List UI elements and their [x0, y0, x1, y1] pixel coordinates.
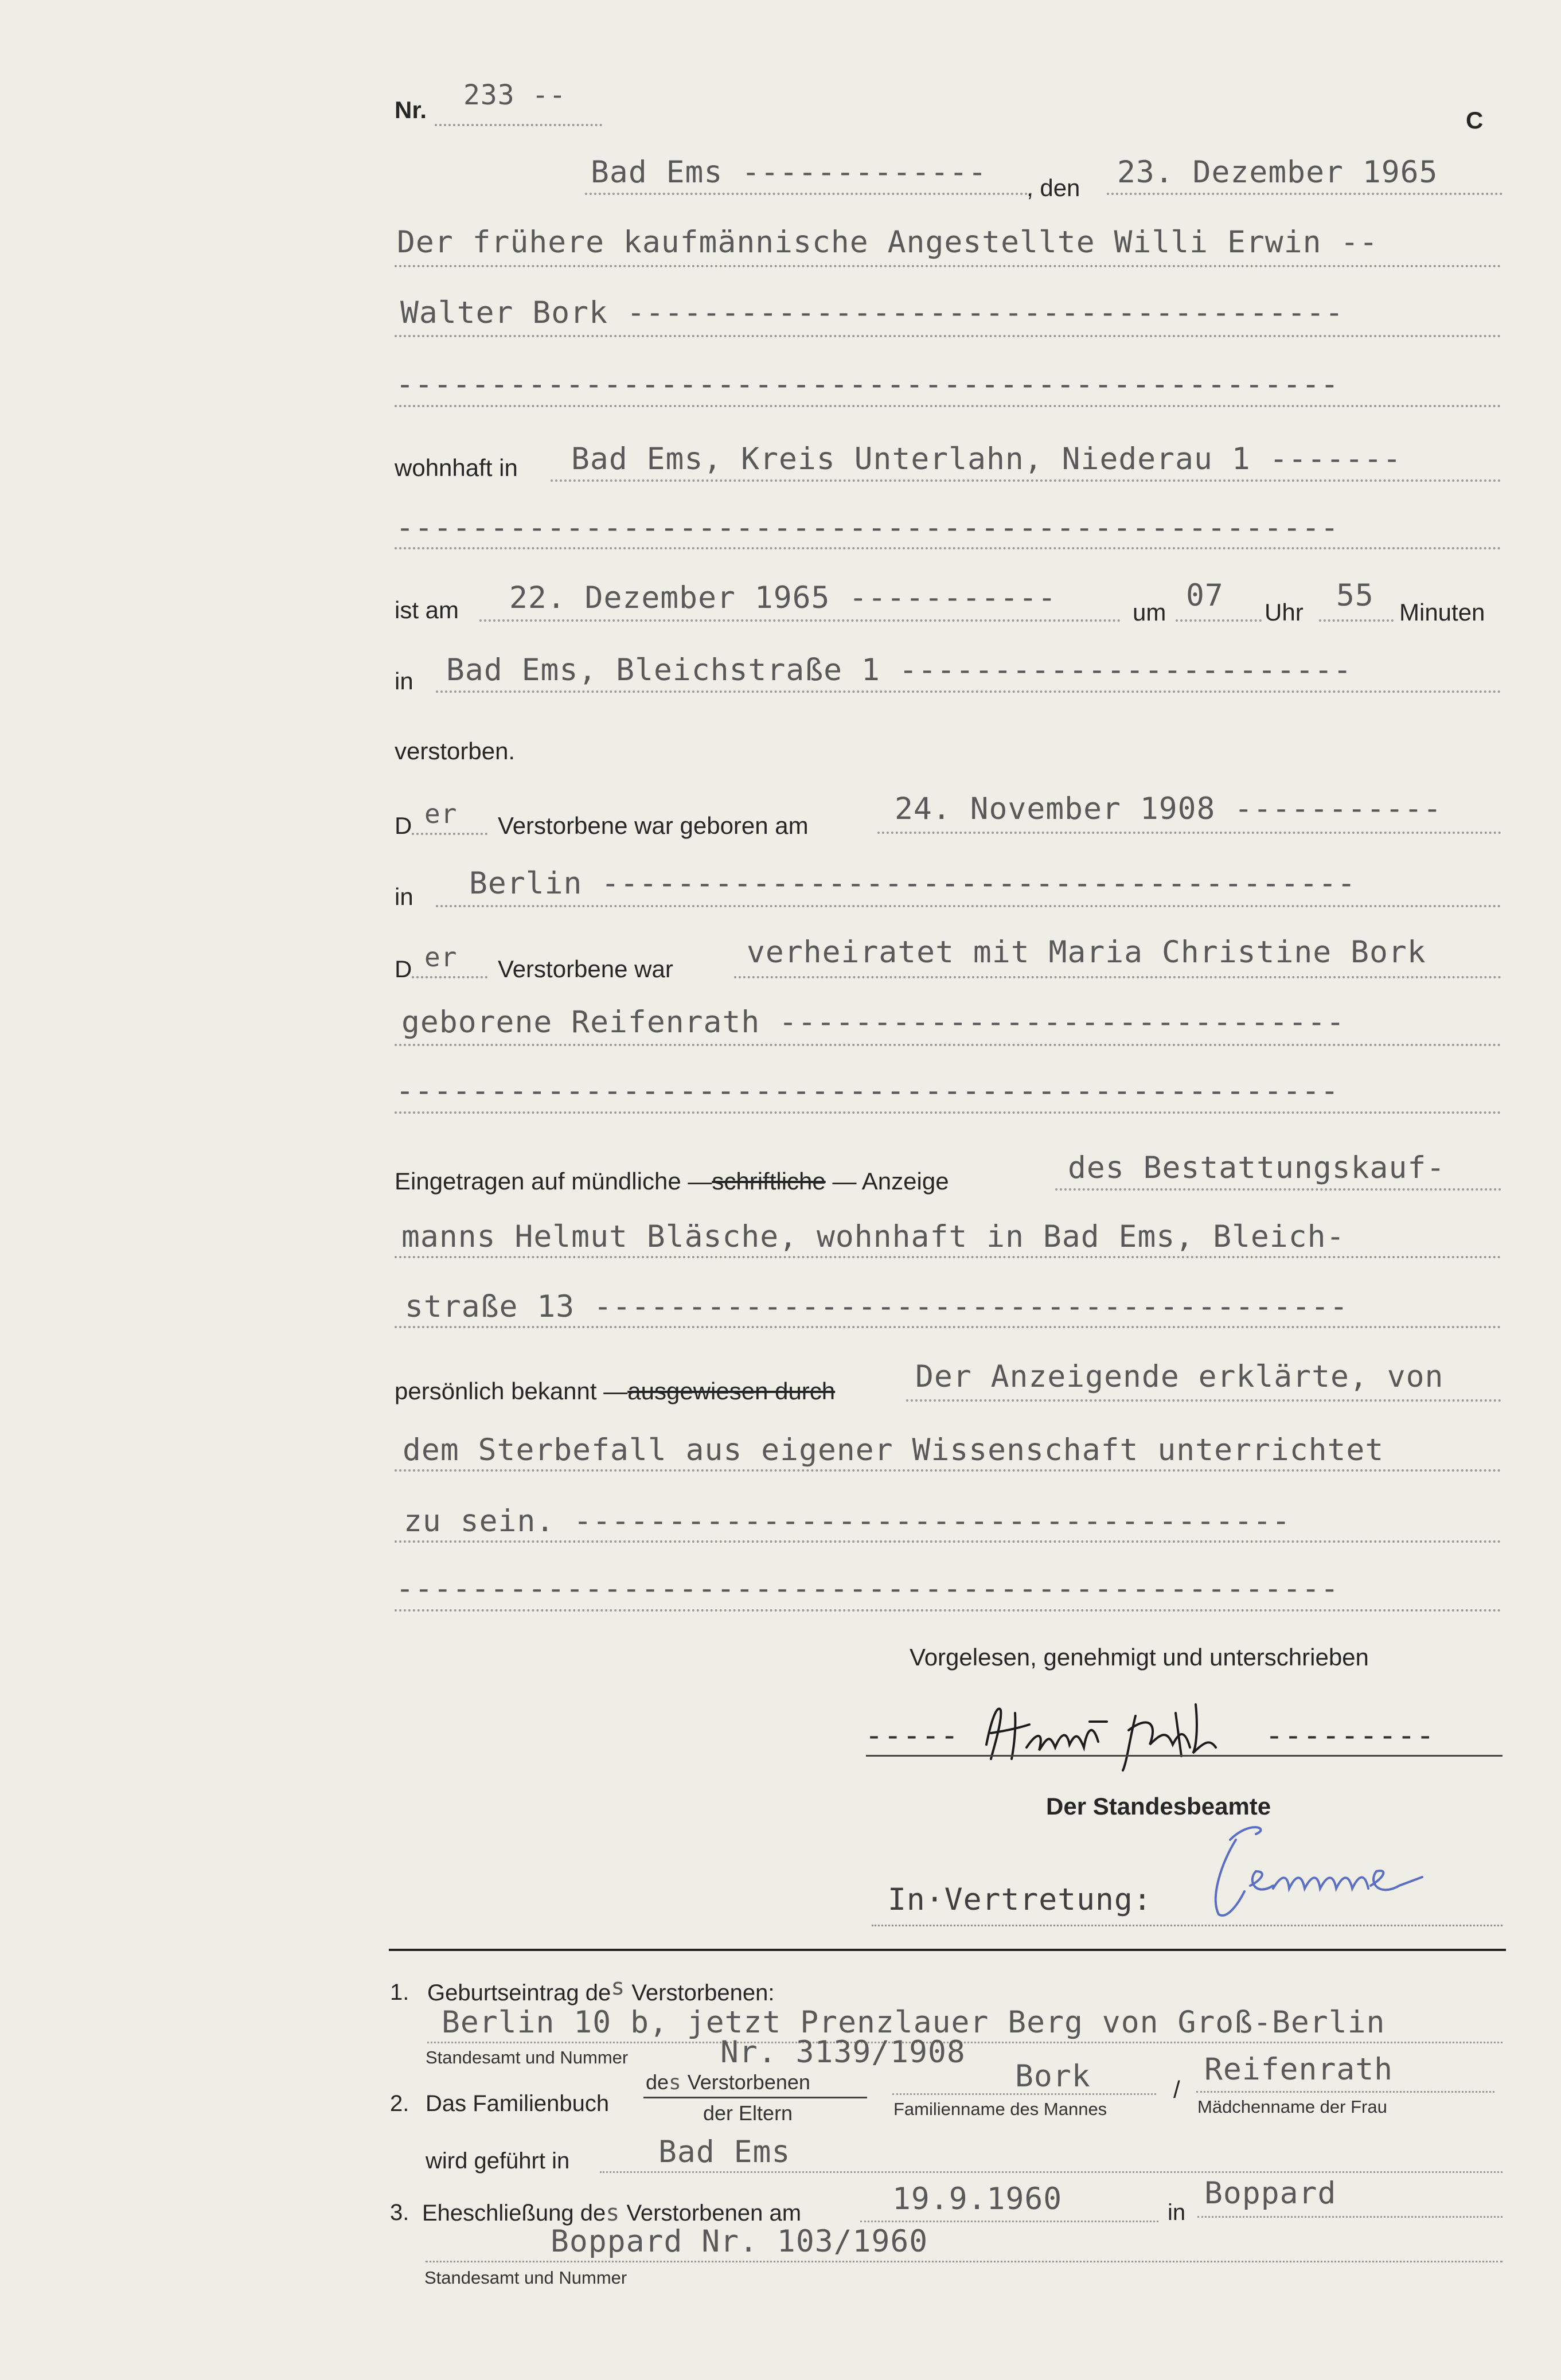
death-place: Bad Ems, Bleichstraße 1 ------------------------ [446, 653, 1352, 688]
item3-register-value: Boppard Nr. 103/1960 [551, 2224, 928, 2259]
identity-fill-3 [395, 1540, 1501, 1543]
registration-fill-1 [1055, 1188, 1501, 1191]
registration-date: 23. Dezember 1965 [1117, 155, 1438, 190]
signature-line [866, 1755, 1503, 1757]
marital-d-label: D [395, 955, 412, 982]
register-number: 233 -- [463, 79, 567, 111]
nr-label: Nr. [395, 96, 427, 123]
birth-label: Verstorbene war geboren am [498, 812, 809, 839]
item2-label: Das Familienbuch [426, 2091, 610, 2116]
um-label: um [1133, 599, 1166, 626]
item2-separator: / [1173, 2076, 1180, 2103]
death-date-label: ist am [395, 596, 459, 623]
den-label: , den [1027, 174, 1080, 201]
item3-place: Boppard [1204, 2176, 1337, 2211]
signature-dash-left: ----- [865, 1718, 959, 1753]
birth-article-fill [412, 833, 487, 835]
struck-ausgewiesen: ausgewiesen durch [627, 1378, 836, 1404]
minutes-fill [1319, 619, 1394, 622]
residence-line-2: -------------------------------------------------- [396, 510, 1340, 545]
item2b-value: Bad Ems [658, 2135, 791, 2170]
deceased-line-1: Der frühere kaufmännische Angestellte Willi Erwin -- [397, 225, 1379, 260]
vertretung-label: In·Vertretung: [888, 1882, 1152, 1917]
item2-wife-fill [1196, 2091, 1494, 2093]
marital-label: Verstorbene war [498, 955, 673, 982]
residence-line-1: Bad Ems, Kreis Unterlahn, Niederau 1 ------- [571, 442, 1402, 477]
item2-fraction-bottom: der Eltern [703, 2101, 793, 2125]
birth-place: Berlin ---------------------------------------- [469, 866, 1356, 901]
struck-schriftliche: schriftliche [712, 1168, 826, 1195]
registration-fill-3 [395, 1326, 1501, 1328]
item1-register-value: Berlin 10 b, jetzt Prenzlauer Berg von Groß-Berlin [442, 2005, 1386, 2040]
item3-place-fill [1197, 2216, 1503, 2218]
uhr-label: Uhr [1265, 599, 1304, 626]
date-fill-line [1107, 193, 1503, 195]
item1-label: Geburtseintrag des Verstorbenen: [427, 1974, 775, 2006]
death-date-fill [479, 619, 1121, 622]
item3-label: Eheschließung des Verstorbenen am [422, 2200, 802, 2226]
deceased-fill-2 [395, 335, 1501, 337]
death-hour: 07 [1186, 578, 1224, 613]
place-fill-line [585, 193, 1032, 195]
identity-fill-1 [906, 1399, 1501, 1402]
marital-line-1: verheiratet mit Maria Christine Bork [747, 935, 1426, 970]
item1-number: 1. [390, 1980, 409, 2005]
death-date: 22. Dezember 1965 ----------- [509, 580, 1057, 615]
item3-date-fill [860, 2221, 1158, 2222]
deceased-fill-1 [395, 265, 1501, 267]
item2-fraction-line [643, 2097, 867, 2098]
item2-husband-fill [892, 2093, 1156, 2095]
registration-line-1: des Bestattungskauf- [1068, 1150, 1446, 1185]
birth-article: er [424, 798, 458, 829]
minuten-label: Minuten [1399, 599, 1485, 626]
identity-fill-2 [395, 1469, 1501, 1472]
identity-fill-4 [395, 1609, 1501, 1612]
registration-place: Bad Ems ------------- [591, 155, 988, 190]
residence-fill-1 [551, 479, 1501, 482]
official-label: Der Standesbeamte [1046, 1793, 1271, 1820]
deceased-fill-3 [395, 405, 1501, 407]
registration-label-a: Eingetragen auf mündliche —schriftliche — Anzeige [395, 1168, 949, 1195]
marital-line-3: -------------------------------------------------- [396, 1074, 1340, 1109]
item3-fill [426, 2261, 1503, 2262]
identity-line-3: zu sein. -------------------------------------- [404, 1504, 1291, 1539]
registration-line-3: straße 13 ---------------------------------------- [405, 1289, 1349, 1324]
official-signature [1187, 1817, 1508, 1926]
form-letter: C [1466, 107, 1484, 134]
marital-fill-1 [734, 976, 1501, 978]
item2-husband-caption: Familienname des Mannes [893, 2099, 1107, 2119]
death-place-in-label: in [395, 668, 413, 695]
item2-wife-caption: Mädchenname der Frau [1197, 2097, 1387, 2117]
deceased-line-3: -------------------------------------------------- [396, 367, 1340, 402]
item3-caption: Standesamt und Nummer [424, 2268, 627, 2288]
marital-article-fill [412, 976, 487, 978]
residence-fill-2 [395, 547, 1501, 549]
item2b-label: wird geführt in [426, 2148, 570, 2174]
read-approved-text: Vorgelesen, genehmigt und unterschrieben [910, 1644, 1369, 1671]
item3-in-label: in [1168, 2200, 1186, 2225]
death-place-fill [436, 690, 1501, 693]
identity-line-4: -------------------------------------------------- [396, 1571, 1340, 1606]
item2-husband-name: Bork [1015, 2059, 1091, 2094]
identity-line-2: dem Sterbefall aus eigener Wissenschaft unterrichtet [403, 1433, 1384, 1468]
residence-label: wohnhaft in [395, 454, 518, 481]
registration-fill-2 [395, 1256, 1501, 1258]
nr-fill-line [435, 124, 602, 126]
registration-line-2: manns Helmut Bläsche, wohnhaft in Bad Ems, Bleich- [401, 1219, 1345, 1254]
birth-date: 24. November 1908 ----------- [895, 791, 1442, 826]
vertretung-line [872, 1925, 1503, 1926]
item1-caption: Standesamt und Nummer [426, 2047, 629, 2067]
item3-number: 3. [390, 2200, 409, 2225]
birth-date-fill [877, 832, 1501, 834]
marital-fill-2 [395, 1044, 1501, 1046]
marital-line-2: geborene Reifenrath ------------------------------ [401, 1005, 1345, 1040]
verstorben-label: verstorben. [395, 738, 516, 764]
item2-number: 2. [390, 2091, 409, 2116]
marital-article: er [424, 942, 458, 973]
item1-number-value: Nr. 3139/1908 [720, 2035, 966, 2070]
identity-line-1: Der Anzeigende erklärte, von [915, 1359, 1444, 1394]
identity-label: persönlich bekannt —ausgewiesen durch [395, 1378, 836, 1404]
item2-fraction-top: des Verstorbenen [646, 2070, 810, 2094]
death-minutes: 55 [1336, 578, 1374, 613]
hour-fill [1176, 619, 1262, 622]
birth-place-fill [436, 905, 1501, 907]
birth-place-in-label: in [395, 883, 413, 910]
birth-d-label: D [395, 812, 412, 839]
informant-signature [975, 1699, 1285, 1773]
deceased-line-2: Walter Bork -------------------------------------- [400, 295, 1344, 330]
item3-date: 19.9.1960 [892, 2182, 1063, 2217]
marital-fill-3 [395, 1111, 1501, 1114]
signature-dash-right: --------- [1265, 1718, 1435, 1753]
item2b-fill [600, 2171, 1503, 2173]
footer-separator [389, 1949, 1506, 1951]
item2-wife-name: Reifenrath [1204, 2052, 1394, 2087]
